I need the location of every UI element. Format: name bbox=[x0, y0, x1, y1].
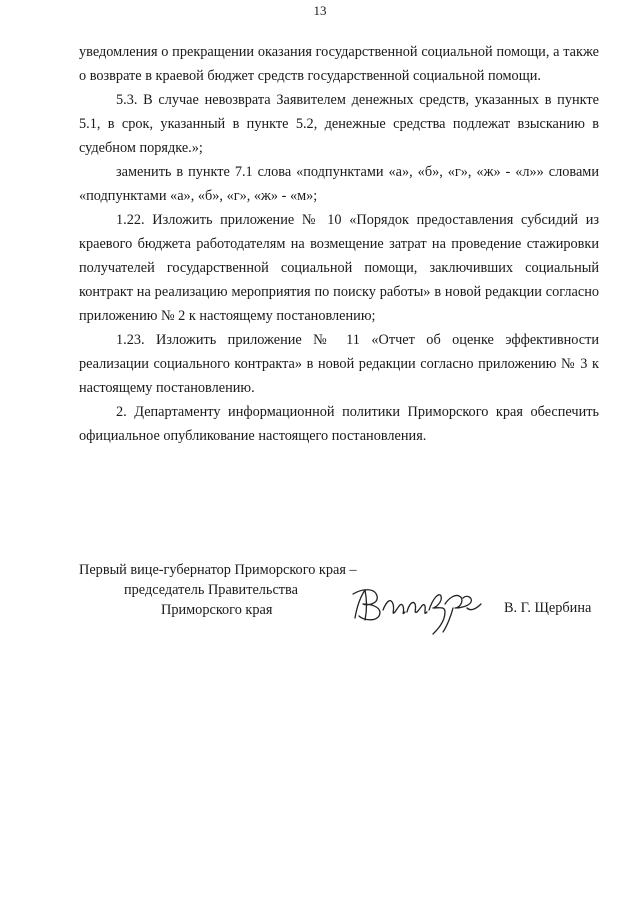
paragraph-1-22: 1.22. Изложить приложение № 10 «Порядок предоставления субсидий из краевого бюджета работодателям на возмещение затрат на проведение стажировки получателей государственной социальной помощи, заключивших социальный контракт на реализацию мероприятия по поиску работы» в новой редакции согласно приложению № 2 к настоящему постановлению; bbox=[79, 212, 599, 324]
signature-block bbox=[79, 560, 599, 630]
handwritten-signature-icon bbox=[349, 578, 494, 638]
paragraph-5-3: 5.3. В случае невозврата Заявителем денежных средств, указанных в пункте 5.1, в срок, указанный в пункте 5.2, денежные средства подлежат взысканию в судебном порядке.»; bbox=[79, 92, 599, 156]
paragraph-1-23: 1.23. Изложить приложение № 11 «Отчет об оценке эффективности реализации социального контракта» в новой редакции согласно приложению № 3 к настоящему постановлению. bbox=[79, 332, 599, 396]
signatory-position-line-1: Первый вице-губернатор Приморского края – bbox=[79, 562, 357, 578]
page-number: 13 bbox=[313, 3, 327, 18]
paragraph-replace-7-1: заменить в пункте 7.1 слова «подпунктами «а», «б», «г», «ж» - «л»» словами «подпунктами «а», «б», «г», «ж» - «м»; bbox=[79, 164, 599, 204]
paragraph-2: 2. Департаменту информационной политики Приморского края обеспечить официальное опубликование настоящего постановления. bbox=[79, 404, 599, 444]
signatory-position-line-2: председатель Правительства bbox=[124, 582, 298, 598]
signatory-name: В. Г. Щербина bbox=[504, 600, 592, 616]
paragraph-continuation: уведомления о прекращении оказания государственной социальной помощи, а также о возврате в краевой бюджет средств государственной социальной помощи. bbox=[79, 44, 599, 84]
document-body bbox=[79, 40, 599, 448]
signatory-position-line-3: Приморского края bbox=[161, 602, 273, 618]
